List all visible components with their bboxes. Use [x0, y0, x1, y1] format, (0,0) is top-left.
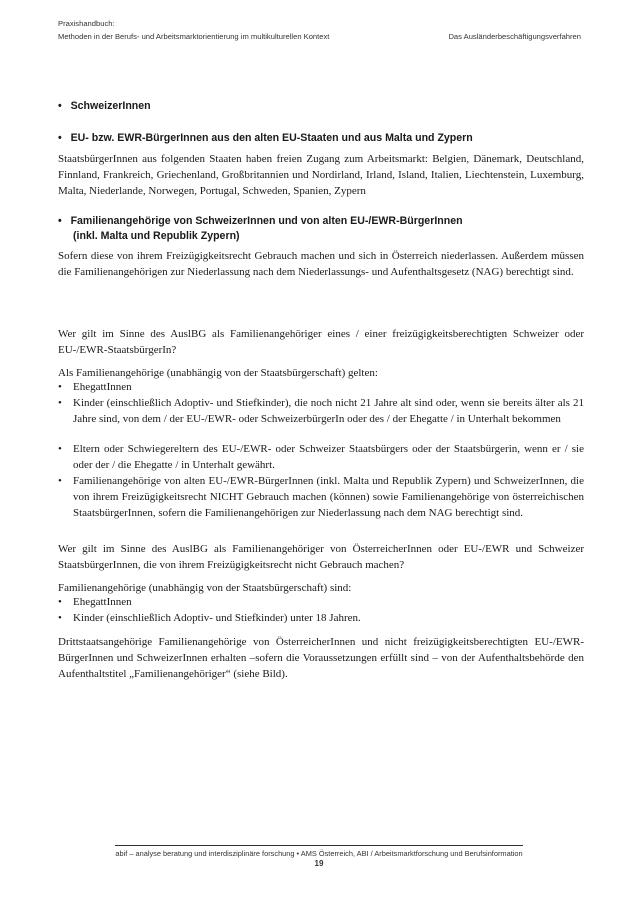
list-bullet: • — [58, 381, 62, 393]
section-heading-family-line2: (inkl. Malta und Republik Zypern) — [73, 230, 240, 242]
section-heading-eu-ewr — [58, 133, 473, 144]
list-item-text: Kinder (einschließlich Adoptiv- und Stiefkinder) unter 18 Jahren. — [73, 612, 361, 624]
list-bullet: • — [58, 475, 62, 487]
list-item-text: Familienangehörige von alten EU-/EWR-BürgerInnen (inkl. Malta und Republik Zypern) und SchweizerInnen, die von ihrem Freizügigkeitsrecht NICHT Gebrauch machen (können) sowie Familienangehörige von österreichischen StaatsbürgerInnen, sofern die Familienangehörigen zur Niederlassung nach dem NAG berechtigt sind. — [73, 475, 584, 519]
list-bullet: • — [58, 596, 62, 608]
page-number: 19 — [314, 859, 324, 868]
list-item — [58, 442, 584, 474]
paragraph-family-conditions: Sofern diese von ihrem Freizügigkeitsrecht Gebrauch machen und sich in Österreich niederlassen. Außerdem müssen die Familienangehörigen zur Niederlassung nach dem Niederlassungs- und Aufenthaltsgesetz (NAG) berechtigt sind. — [58, 250, 584, 278]
question-family-austrians: Wer gilt im Sinne des AuslBG als Familienangehöriger von ÖsterreicherInnen oder EU-/EWR und Schweizer StaatsbürgerInnen, die von ihrem Freizügigkeitsrecht nicht Gebrauch machen? — [58, 543, 584, 571]
closing-paragraph: Drittstaatsangehörige Familienangehörige von ÖsterreicherInnen und nicht freizügigkeitsberechtigten EU-/EWR-BürgerInnen und SchweizerInnen erhalten –sofern die Voraussetzungen erfüllt sind – von der Aufenthaltsbehörde den Aufenthaltstitel „Familienangehöriger“ (siehe Bild). — [58, 636, 584, 680]
heading-bullet: • — [58, 215, 62, 227]
footer-divider — [115, 845, 523, 846]
header-publication-subtitle: Methoden in der Berufs- und Arbeitsmarktorientierung im multikulturellen Kontext — [58, 32, 330, 41]
heading-text: SchweizerInnen — [70, 100, 151, 112]
list-bullet: • — [58, 612, 62, 624]
header-chapter-title: Das Ausländerbeschäftigungsverfahren — [448, 32, 581, 41]
list-item — [58, 396, 584, 428]
footer-credit: abif – analyse beratung und interdisziplinäre forschung • AMS Österreich, ABI / Arbeitsmarktforschung und Berufsinformation — [115, 849, 523, 858]
heading-bullet: • — [58, 132, 62, 144]
question-family-definition: Wer gilt im Sinne des AuslBG als Familienangehöriger eines / einer freizügigkeitsberechtigten Schweizer oder EU-/EWR-StaatsbürgerIn? — [58, 328, 584, 356]
section-heading-family — [58, 216, 463, 227]
list-bullet: • — [58, 443, 62, 455]
list-intro-2: Familienangehörige (unabhängig von der Staatsbürgerschaft) sind: — [58, 582, 352, 594]
list-bullet: • — [58, 397, 62, 409]
section-heading-schweizer — [58, 101, 151, 112]
list-item — [58, 474, 584, 521]
list-item-text: EhegattInnen — [73, 596, 132, 608]
paragraph-eu-countries: StaatsbürgerInnen aus folgenden Staaten haben freien Zugang zum Arbeitsmarkt: Belgien, Dänemark, Deutschland, Finnland, Frankreich, Griechenland, Großbritannien und Nordirland, Irland, Island, Italien, Liechtenstein, Luxemburg, Malta, Niederlande, Norwegen, Portugal, Schweden, Spanien, Zypern — [58, 153, 584, 197]
heading-bullet: • — [58, 100, 62, 112]
list-item — [58, 611, 584, 627]
list-item — [58, 595, 584, 611]
list-item-text: EhegattInnen — [73, 381, 132, 393]
heading-text: EU- bzw. EWR-BürgerInnen aus den alten EU-Staaten und aus Malta und Zypern — [70, 132, 473, 144]
heading-text-line1: Familienangehörige von SchweizerInnen und von alten EU-/EWR-BürgerInnen — [70, 215, 463, 227]
list-item-text: Kinder (einschließlich Adoptiv- und Stiefkinder), die noch nicht 21 Jahre alt sind oder, wenn sie bereits älter als 21 Jahre sind, von dem / der EU-/EWR- oder SchweizerbürgerIn oder des / der Ehegatte / in Unterhalt bekommen — [73, 397, 584, 425]
list-item — [58, 380, 584, 396]
header-publication-label: Praxishandbuch: — [58, 19, 115, 28]
list-intro-1: Als Familienangehörige (unabhängig von der Staatsbürgerschaft) gelten: — [58, 367, 378, 379]
list-item-text: Eltern oder Schwiegereltern des EU-/EWR- oder Schweizer Staatsbürgers oder der Staatsbürgerin, wenn er / sie oder der / die Ehegatte / in Unterhalt gewährt. — [73, 443, 584, 471]
